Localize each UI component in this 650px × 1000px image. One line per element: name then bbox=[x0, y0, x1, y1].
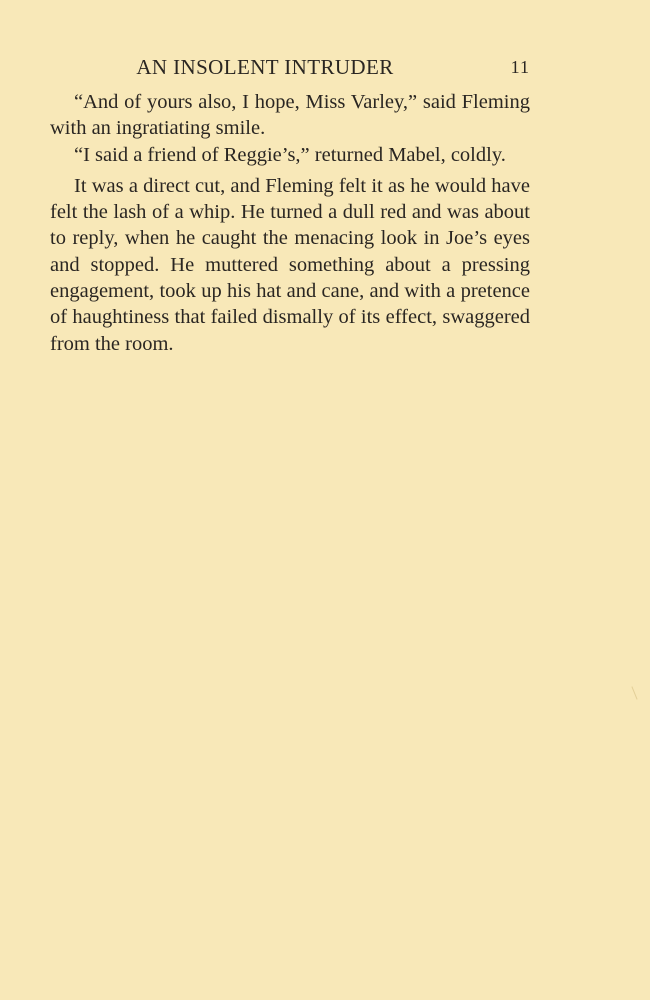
paper-crease-mark bbox=[631, 686, 637, 699]
running-head-title: AN INSOLENT INTRUDER bbox=[136, 55, 394, 79]
paragraph: “I said a friend of Reggie’s,” returned Mabel, coldly. bbox=[74, 143, 506, 166]
running-head bbox=[50, 52, 530, 82]
body-text bbox=[50, 89, 530, 357]
paragraph: It was a direct cut, and Fleming felt it as he would have felt the lash of a whip. He turned a dull red and was about to reply, when he caught the menacing look in Joe’s eyes and stopped. He muttered something about a pressing engagement, took up his hat and cane, and with a pretence of haughtiness that failed dismally of its effect, swaggered from the room. bbox=[50, 174, 530, 355]
paragraph: “And of yours also, I hope, Miss Varley,” said Fleming with an ingratiating smile. bbox=[50, 91, 530, 140]
page-number: 11 bbox=[510, 57, 530, 77]
